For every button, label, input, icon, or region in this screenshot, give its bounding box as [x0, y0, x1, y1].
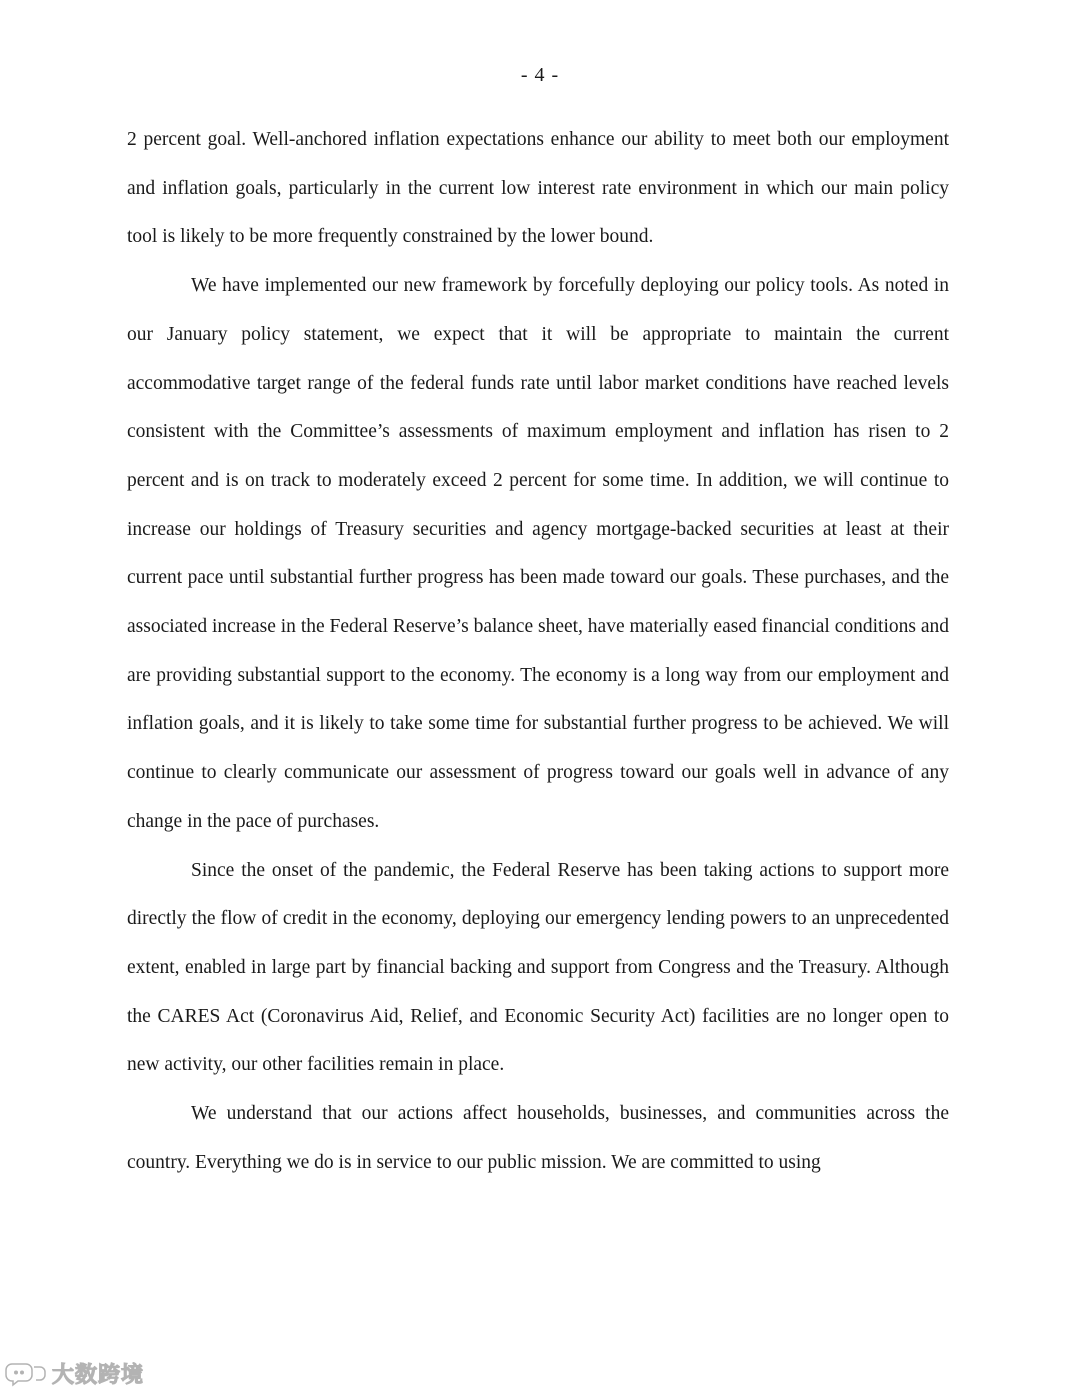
chat-bubble-logo-icon [4, 1361, 48, 1387]
page-number: - 4 - [520, 64, 560, 86]
paragraph-1: 2 percent goal. Well-anchored inflation expectations enhance our ability to meet both our employment and inflation goals, particularly in the current low interest rate environment in which our main policy tool is likely to be more frequently constrained by the lower bound. [127, 129, 949, 248]
paragraph-2: We have implemented our new framework by forcefully deploying our policy tools. As noted in our January policy statement, we expect that it will be appropriate to maintain the current accommodative target range of the federal funds rate until labor market conditions have reached levels consistent with the Committee’s assessments of maximum employment and inflation has risen to 2 percent and is on track to moderately exceed 2 percent for some time. In addition, we will continue to increase our holdings of Treasury securities and agency mortgage-backed securities at least at their current pace until substantial further progress has been made toward our goals. These purchases, and the associated increase in the Federal Reserve’s balance sheet, have materially eased financial conditions and are providing substantial support to the economy. The economy is a long way from our employment and inflation goals, and it is likely to take some time for substantial further progress to be achieved. We will continue to clearly communicate our assessment of progress toward our goals well in advance of any change in the pace of purchases. [127, 275, 949, 832]
watermark [4, 1358, 144, 1389]
paragraph-3: Since the onset of the pandemic, the Federal Reserve has been taking actions to support more directly the flow of credit in the economy, deploying our emergency lending powers to an unprecedented extent, enabled in large part by financial backing and support from Congress and the Treasury. Although the CARES Act (Coronavirus Aid, Relief, and Economic Security Act) facilities are no longer open to new activity, our other facilities remain in place. [127, 859, 949, 1076]
paragraph-4: We understand that our actions affect households, businesses, and communities across the country. Everything we do is in service to our public mission. We are committed to using [127, 1103, 949, 1173]
document-body [127, 116, 949, 1187]
watermark-text: 大数跨境 [52, 1363, 145, 1388]
